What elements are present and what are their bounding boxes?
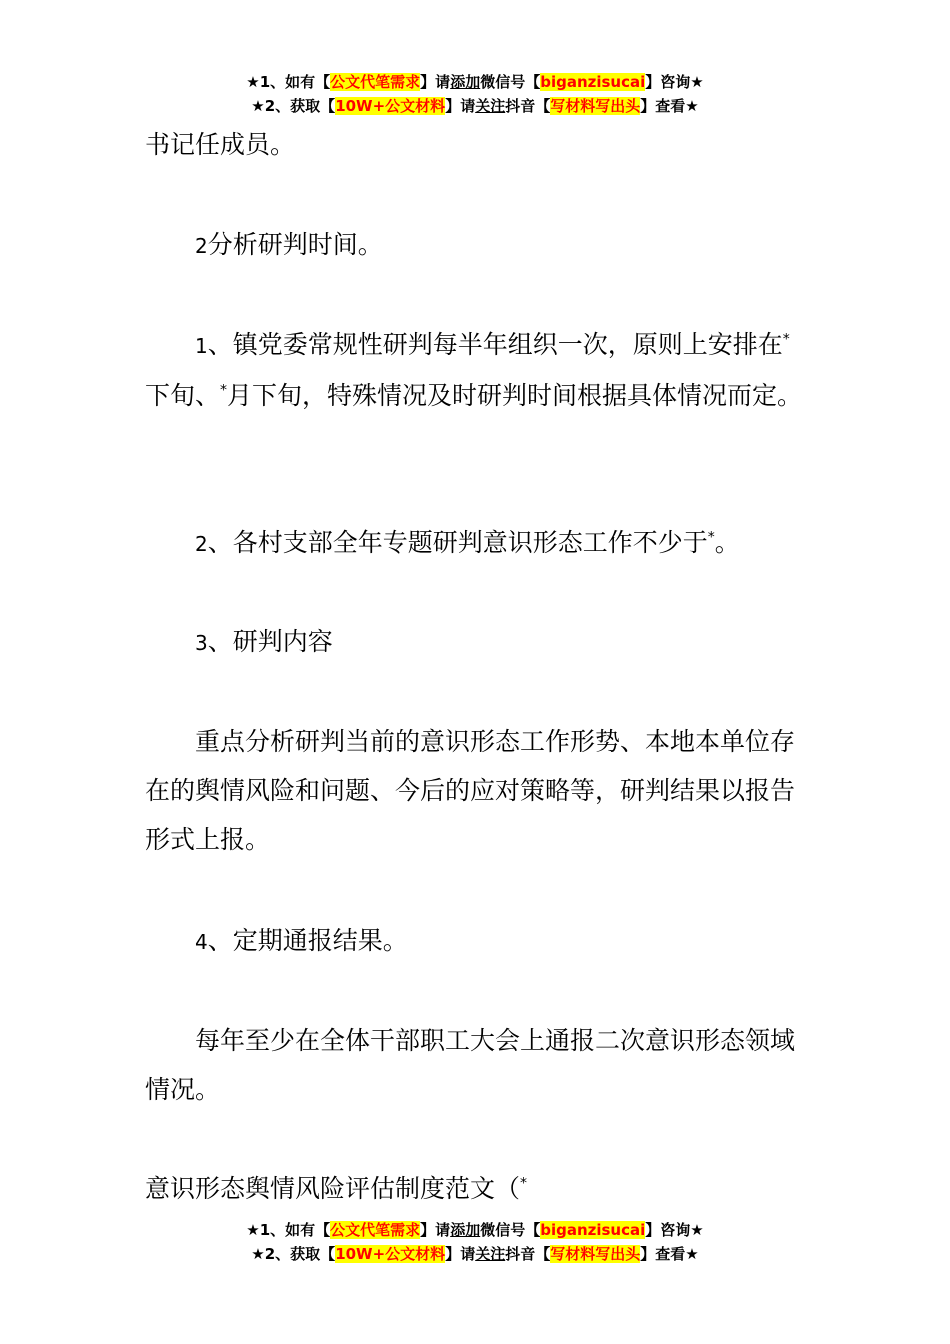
banner-text: 】请 (445, 1245, 476, 1263)
paragraph-5 (145, 717, 810, 864)
paragraph-text: 、研判内容 (207, 627, 333, 656)
banner-text: 抖音【 (505, 1245, 551, 1263)
section-number: 2 (195, 234, 208, 258)
banner-text: ★1、如有【 (246, 1221, 331, 1239)
banner-underline: 添加 (450, 73, 481, 91)
paragraph-text: 下旬、 (145, 381, 221, 410)
paragraph-text: 、镇党委常规性研判每半年组织一次，原则上安排在 (207, 330, 783, 359)
paragraph-text: 。 (714, 528, 740, 557)
section-number: 3 (195, 631, 208, 655)
footer-banner (0, 1218, 950, 1266)
banner-text: 】请 (420, 73, 451, 91)
paragraph-3 (145, 518, 810, 569)
banner-line-1 (0, 1218, 950, 1242)
paragraph-text: 重点分析研判当前的意识形态工作形势、本地本单位存在的舆情风险和问题、今后的应对策略等，研判结果以报告形式上报。 (145, 727, 796, 854)
banner-text: 】请 (445, 97, 476, 115)
paragraph-7 (145, 1016, 810, 1114)
paragraph-1 (145, 220, 810, 271)
banner-text: ★2、获取【 (251, 1245, 336, 1263)
banner-highlight: biganzisucai (540, 1221, 646, 1239)
banner-text: 】请 (420, 1221, 451, 1239)
banner-text: 】查看★ (640, 1245, 699, 1263)
banner-highlight: 写材料写出头 (550, 97, 641, 115)
banner-underline: 添加 (450, 1221, 481, 1239)
banner-text: ★2、获取【 (251, 97, 336, 115)
banner-highlight: 公文代笔需求 (330, 1221, 421, 1239)
banner-text: 】咨询★ (645, 1221, 704, 1239)
redacted-mark: * (520, 1175, 528, 1192)
banner-text: 微信号【 (480, 1221, 541, 1239)
paragraph-6 (145, 916, 810, 967)
paragraph-2 (145, 320, 810, 420)
banner-highlight: biganzisucai (540, 73, 646, 91)
banner-underline: 关注 (475, 97, 506, 115)
section-number: 1 (195, 334, 208, 358)
banner-text: 微信号【 (480, 73, 541, 91)
paragraph-text: 月下旬，特殊情况及时研判时间根据具体情况而定。 (227, 381, 803, 410)
header-banner (0, 70, 950, 118)
banner-text: 抖音【 (505, 97, 551, 115)
paragraph-text: 分析研判时间。 (207, 230, 383, 259)
banner-text: 】咨询★ (645, 73, 704, 91)
section-number: 4 (195, 930, 208, 954)
banner-line-2 (0, 1242, 950, 1266)
banner-highlight: 公文代笔需求 (330, 73, 421, 91)
banner-highlight: 写材料写出头 (550, 1245, 641, 1263)
section-number: 2 (195, 532, 208, 556)
banner-underline: 关注 (475, 1245, 506, 1263)
redacted-mark: * (707, 529, 715, 546)
paragraph-text: 书记任成员。 (145, 130, 296, 159)
paragraph-text: 、各村支部全年专题研判意识形态工作不少于 (207, 528, 708, 557)
banner-text: ★1、如有【 (246, 73, 331, 91)
paragraph-8 (145, 1164, 810, 1213)
redacted-mark: * (220, 382, 228, 399)
banner-text: 】查看★ (640, 97, 699, 115)
paragraph-text: 、定期通报结果。 (207, 926, 408, 955)
section-heading: 意识形态舆情风险评估制度范文（ (145, 1174, 521, 1203)
redacted-mark: * (782, 331, 790, 348)
paragraph-4 (145, 617, 810, 668)
paragraph-text: 每年至少在全体干部职工大会上通报二次意识形态领域情况。 (145, 1026, 796, 1104)
banner-line-2 (0, 94, 950, 118)
paragraph-0 (145, 120, 810, 169)
banner-highlight: 10W+公文材料 (335, 1245, 446, 1263)
banner-highlight: 10W+公文材料 (335, 97, 446, 115)
banner-line-1 (0, 70, 950, 94)
